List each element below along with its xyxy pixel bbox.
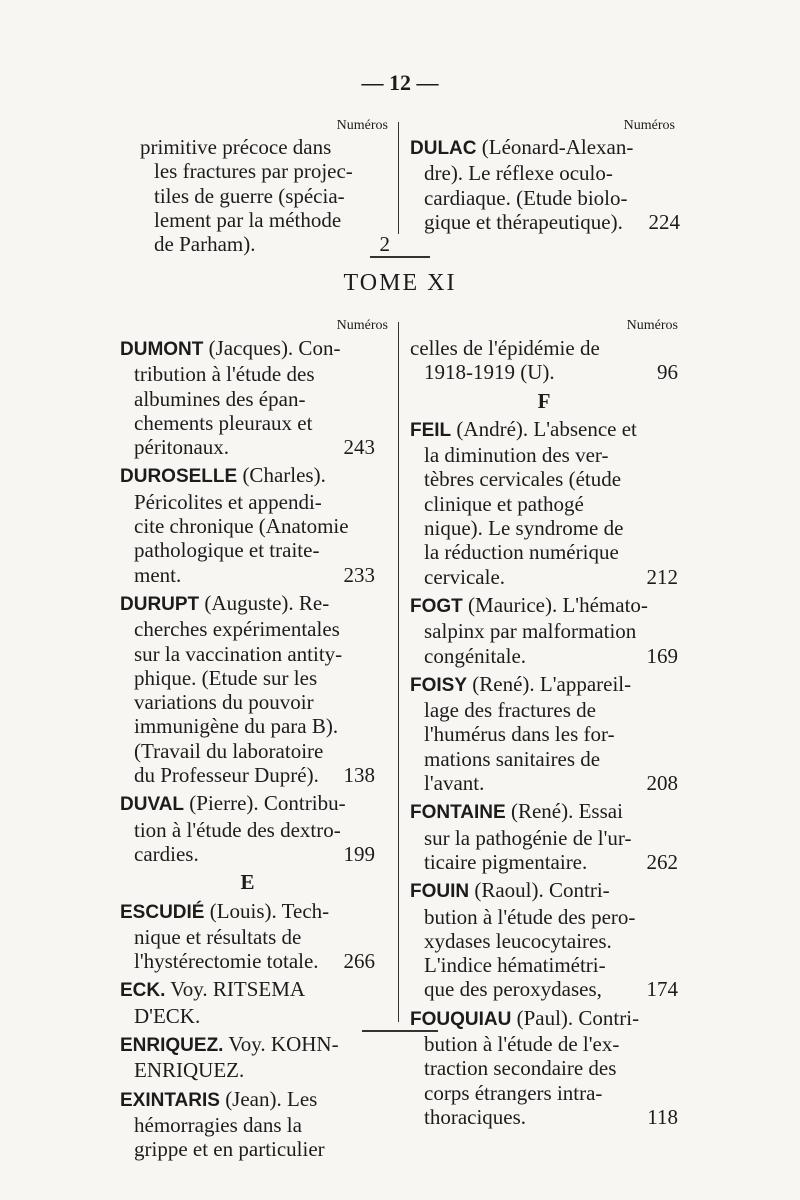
entry-line (410, 747, 678, 771)
entry-line (120, 714, 375, 738)
entry-text (410, 799, 623, 825)
entry-line-text: (Auguste). Re- (204, 590, 330, 615)
entry-text (134, 739, 323, 763)
entry-line-text: cite chronique (Anatomie (134, 514, 349, 539)
entry-line (410, 878, 678, 904)
column-header-left: Numéros (336, 318, 388, 333)
entry-text (134, 690, 314, 714)
index-entry (120, 791, 375, 866)
author-name: DUVAL (120, 794, 185, 816)
entry-line-text: du Professeur Dupré). (134, 763, 319, 788)
entry-line-text: mations sanitaires de (424, 746, 601, 771)
entry-line (140, 184, 390, 208)
entry-line-text: sur la vaccination antity- (134, 641, 343, 666)
entry-text (134, 1113, 302, 1137)
entry-number: 233 (343, 562, 375, 587)
page-number: — 12 — (361, 70, 439, 95)
entry-line (120, 642, 375, 666)
entry-text (424, 443, 608, 467)
index-entry (410, 135, 680, 234)
entry-line (120, 690, 375, 714)
author-name: FEIL (410, 419, 452, 441)
entry-line-text: albumines des épan- (134, 386, 306, 411)
section-rule-bottom (362, 1030, 438, 1032)
entry-number: 118 (647, 1104, 678, 1129)
entry-line-text: Voy. KOHN- (228, 1032, 339, 1057)
entry-line-text: tiles de guerre (spécia- (154, 183, 345, 208)
entry-number: 199 (343, 841, 375, 866)
entry-line-text: ticaire pigmentaire. (424, 849, 588, 874)
entry-line (410, 417, 678, 443)
entry-line (410, 1081, 678, 1105)
entry-line (410, 135, 680, 161)
index-entry (410, 417, 678, 589)
index-entry (120, 336, 375, 459)
entry-line (120, 666, 375, 690)
entry-line-text: (André). L'absence et (456, 416, 637, 441)
entry-number: 224 (648, 209, 680, 234)
entry-text (424, 360, 555, 384)
entry-text (424, 644, 526, 668)
entry-line-text: thoraciques. (424, 1104, 527, 1129)
entry-line (410, 210, 680, 234)
entry-line (120, 463, 375, 489)
entry-line-text: de Parham). (154, 232, 256, 257)
author-name: ESCUDIÉ (120, 901, 205, 923)
entry-text (424, 467, 621, 491)
entry-line-text: celles de l'épidémie de (410, 336, 600, 360)
entry-line (140, 232, 390, 256)
entry-text (410, 593, 648, 619)
entry-line (120, 490, 375, 514)
entry-line (410, 619, 678, 643)
entry-text (120, 977, 305, 1003)
author-name: FOISY (410, 674, 468, 696)
entry-line-text: tion à l'étude des dextro- (134, 817, 341, 842)
entry-line (120, 387, 375, 411)
entry-text (410, 135, 633, 161)
index-entry (120, 977, 375, 1028)
entry-line-text: sur la pathogénie de l'ur- (424, 825, 632, 850)
entry-line (410, 492, 678, 516)
entry-text (424, 953, 606, 977)
column-header-top-right: Numéros (623, 118, 675, 133)
entry-text (134, 642, 342, 666)
entry-line-text: lage des fractures de (424, 698, 596, 723)
entry-text (424, 850, 587, 874)
entry-text (154, 208, 341, 232)
entry-line (410, 1056, 678, 1080)
entry-line (410, 977, 678, 1001)
entry-line (410, 929, 678, 953)
entry-line (120, 977, 375, 1003)
index-entry (120, 591, 375, 787)
entry-text (120, 791, 346, 817)
entry-line (410, 443, 678, 467)
top-right-column (410, 135, 680, 238)
entry-text (140, 135, 331, 159)
entry-line-text: (Léonard-Alexan- (481, 135, 634, 159)
column-divider-top (398, 122, 399, 234)
entry-text (120, 899, 329, 925)
entry-line (120, 1137, 375, 1161)
entry-line (120, 925, 375, 949)
column-header-top-left: Numéros (336, 118, 388, 133)
entry-number: 2 (379, 232, 390, 257)
entry-line (120, 411, 375, 435)
author-name: FOUQUIAU (410, 1008, 512, 1030)
tome-title: TOME XI (343, 270, 457, 296)
entry-text (410, 336, 600, 360)
index-entry (410, 672, 678, 795)
entry-line (120, 336, 375, 362)
entry-line-text: (Maurice). L'hémato- (468, 592, 648, 617)
author-name: DUROSELLE (120, 466, 238, 488)
entry-line (410, 516, 678, 540)
entry-line (120, 591, 375, 617)
author-name: FONTAINE (410, 802, 506, 824)
entry-line-text: (Paul). Contri- (516, 1005, 640, 1030)
entry-text (120, 463, 326, 489)
entry-line-text: ENRIQUEZ. (134, 1058, 245, 1083)
entry-number: 96 (657, 360, 678, 385)
entry-line (120, 818, 375, 842)
entry-number: 212 (646, 564, 678, 589)
entry-line-text: (Jean). Les (225, 1086, 318, 1111)
entry-text (424, 619, 636, 643)
entry-line (120, 435, 375, 459)
author-name: FOUIN (410, 881, 470, 903)
index-entry (140, 135, 390, 256)
entry-line-text: lement par la méthode (154, 207, 342, 232)
entry-line-text: (Raoul). Contri- (474, 878, 610, 903)
index-entry (410, 1006, 678, 1129)
entry-number: 138 (343, 763, 375, 788)
entry-line (410, 905, 678, 929)
entry-line-text: D'ECK. (134, 1003, 201, 1028)
entry-text (424, 540, 619, 564)
entry-text (424, 516, 623, 540)
entry-line (120, 763, 375, 787)
entry-line (410, 826, 678, 850)
entry-line (410, 565, 678, 589)
entry-text (410, 417, 637, 443)
entry-text (424, 747, 600, 771)
entry-text (424, 1105, 526, 1129)
entry-line (410, 698, 678, 722)
entry-line (140, 208, 390, 232)
entry-line-text: les fractures par projec- (154, 159, 353, 184)
entry-text (410, 1006, 639, 1032)
column-header-right: Numéros (626, 318, 678, 333)
entry-line-text: clinique et pathogé (424, 491, 584, 516)
entry-text (424, 186, 628, 210)
entry-text (134, 949, 319, 973)
entry-text (424, 698, 596, 722)
entry-line-text: (Louis). Tech- (209, 898, 330, 923)
entry-line-text: (René). L'appareil- (472, 671, 632, 696)
entry-line-text: Voy. RITSEMA (170, 977, 306, 1002)
entry-line-text: bution à l'étude des pero- (424, 904, 636, 929)
index-entry (120, 1032, 375, 1083)
entry-text (120, 1032, 339, 1058)
entry-line-text: phique. (Etude sur les (134, 665, 318, 690)
entry-line-text: grippe et en particulier (134, 1137, 325, 1162)
entry-number: 266 (343, 949, 375, 974)
author-name: ECK. (120, 980, 166, 1002)
entry-line (410, 1105, 678, 1129)
entry-text (120, 336, 340, 362)
entry-line-text: dre). Le réflexe oculo- (424, 161, 613, 186)
entry-line (410, 467, 678, 491)
author-name: FOGT (410, 595, 463, 617)
entry-line (120, 1004, 375, 1028)
entry-text (410, 878, 610, 904)
top-left-column (140, 135, 390, 260)
entry-text (424, 826, 631, 850)
entry-number: 243 (343, 435, 375, 460)
entry-line-text: hémorragies dans la (134, 1112, 302, 1137)
entry-text (134, 1058, 244, 1082)
index-entry (120, 899, 375, 974)
entry-line-text: congénitale. (424, 643, 527, 668)
entry-line (140, 135, 390, 159)
entry-text (134, 666, 317, 690)
entry-line (120, 514, 375, 538)
entry-text (134, 563, 181, 587)
entry-line (120, 949, 375, 973)
entry-text (424, 722, 615, 746)
entry-number: 262 (646, 849, 678, 874)
entry-line-text: 1918-1919 (U). (424, 360, 555, 385)
entry-line-text: la réduction numérique (424, 540, 619, 565)
entry-line-text: cervicale. (424, 564, 506, 589)
entry-text (134, 1004, 200, 1028)
entry-line-text: nique). Le syndrome de (424, 516, 624, 541)
entry-number: 174 (646, 977, 678, 1002)
entry-text (134, 514, 349, 538)
entry-text (424, 929, 612, 953)
entry-text (424, 210, 623, 234)
entry-line (120, 739, 375, 763)
index-entry (120, 463, 375, 586)
entry-line (140, 159, 390, 183)
entry-line (410, 186, 680, 210)
author-name: DULAC (410, 138, 477, 159)
entry-text (134, 763, 319, 787)
entry-text (424, 1056, 616, 1080)
entry-text (134, 842, 199, 866)
index-entry (410, 336, 678, 385)
entry-line (410, 593, 678, 619)
entry-text (134, 411, 312, 435)
entry-number: 169 (646, 643, 678, 668)
author-name: DURUPT (120, 593, 200, 615)
entry-line (410, 1006, 678, 1032)
entry-line (410, 672, 678, 698)
entry-line-text: salpinx par malformation (424, 619, 637, 644)
entry-text (134, 1137, 325, 1161)
entry-line-text: l'hystérectomie totale. (134, 949, 319, 974)
entry-line-text: tèbres cervicales (étude (424, 467, 622, 492)
entry-text (424, 161, 613, 185)
index-entry (410, 593, 678, 668)
entry-line-text: (Jacques). Con- (208, 336, 341, 360)
author-name: DUMONT (120, 339, 204, 360)
section-letter: E (240, 870, 255, 895)
entry-line (410, 722, 678, 746)
entry-line-text: immunigène du para B). (134, 714, 339, 739)
entry-line-text: variations du pouvoir (134, 690, 314, 715)
entry-line (120, 1113, 375, 1137)
entry-text (424, 492, 584, 516)
entry-line (120, 1032, 375, 1058)
entry-text (134, 617, 340, 641)
entry-line-text: chements pleuraux et (134, 410, 313, 435)
left-column (120, 336, 375, 1166)
entry-line (120, 563, 375, 587)
entry-line (410, 644, 678, 668)
entry-text (120, 591, 329, 617)
entry-line (410, 540, 678, 564)
entry-line-text: xydases leucocytaires. (424, 928, 612, 953)
section-rule-top (370, 256, 430, 258)
entry-line (410, 771, 678, 795)
entry-line (410, 360, 678, 384)
entry-text (410, 672, 631, 698)
entry-text (154, 232, 255, 256)
entry-line-text: cardiaque. (Etude biolo- (424, 185, 628, 210)
entry-line-text: cherches expérimentales (134, 617, 340, 642)
entry-line-text: (Travail du laboratoire (134, 738, 324, 763)
entry-line-text: L'indice hématimétri- (424, 953, 606, 978)
entry-text (154, 159, 353, 183)
entry-line-text: la diminution des ver- (424, 443, 609, 468)
index-entry (120, 1087, 375, 1162)
right-column (410, 336, 678, 1133)
entry-line-text: Péricolites et appendi- (134, 489, 322, 514)
entry-line-text: que des peroxydases, (424, 977, 602, 1002)
entry-text (154, 184, 345, 208)
entry-text (134, 538, 319, 562)
entry-line (120, 362, 375, 386)
entry-line (120, 538, 375, 562)
entry-line (120, 791, 375, 817)
entry-line-text: péritonaux. (134, 435, 230, 460)
entry-line-text: gique et thérapeutique). (424, 209, 623, 234)
entry-line-text: ment. (134, 562, 182, 587)
entry-number: 208 (646, 771, 678, 796)
entry-text (120, 1087, 317, 1113)
entry-line-text: traction secondaire des (424, 1056, 617, 1081)
author-name: EXINTARIS (120, 1089, 220, 1111)
entry-line-text: tribution à l'étude des (134, 362, 315, 387)
entry-line-text: corps étrangers intra- (424, 1080, 603, 1105)
entry-line (410, 161, 680, 185)
column-divider-main (398, 322, 399, 1022)
entry-text (134, 490, 322, 514)
index-entry (410, 799, 678, 874)
entry-line (410, 1032, 678, 1056)
entry-line (410, 799, 678, 825)
entry-line-text: bution à l'étude de l'ex- (424, 1032, 620, 1057)
entry-text (134, 714, 338, 738)
entry-line (410, 850, 678, 874)
entry-line (410, 953, 678, 977)
entry-line (120, 1058, 375, 1082)
entry-line (410, 336, 678, 360)
entry-line-text: pathologique et traite- (134, 538, 320, 563)
entry-line-text: l'avant. (424, 771, 485, 796)
entry-line-text: l'humérus dans les for- (424, 722, 615, 747)
entry-line (120, 842, 375, 866)
section-letter: F (537, 388, 551, 413)
entry-text (134, 387, 305, 411)
entry-line-text: cardies. (134, 841, 199, 866)
entry-text (424, 905, 635, 929)
index-entry (410, 878, 678, 1001)
entry-text (134, 925, 301, 949)
author-name: ENRIQUEZ. (120, 1035, 224, 1057)
entry-line (120, 1087, 375, 1113)
entry-text (424, 565, 505, 589)
entry-line-text: nique et résultats de (134, 924, 302, 949)
entry-line (120, 899, 375, 925)
entry-text (134, 818, 341, 842)
entry-text (134, 435, 229, 459)
entry-text (424, 771, 484, 795)
entry-text (424, 1081, 602, 1105)
entry-text (424, 1032, 619, 1056)
entry-line-text: (René). Essai (510, 799, 623, 824)
entry-text (134, 362, 315, 386)
entry-line-text: (Pierre). Contribu- (189, 791, 346, 816)
entry-line-text: (Charles). (242, 463, 326, 488)
entry-line-text: primitive précoce dans (140, 135, 332, 159)
entry-line (120, 617, 375, 641)
entry-text (424, 977, 602, 1001)
